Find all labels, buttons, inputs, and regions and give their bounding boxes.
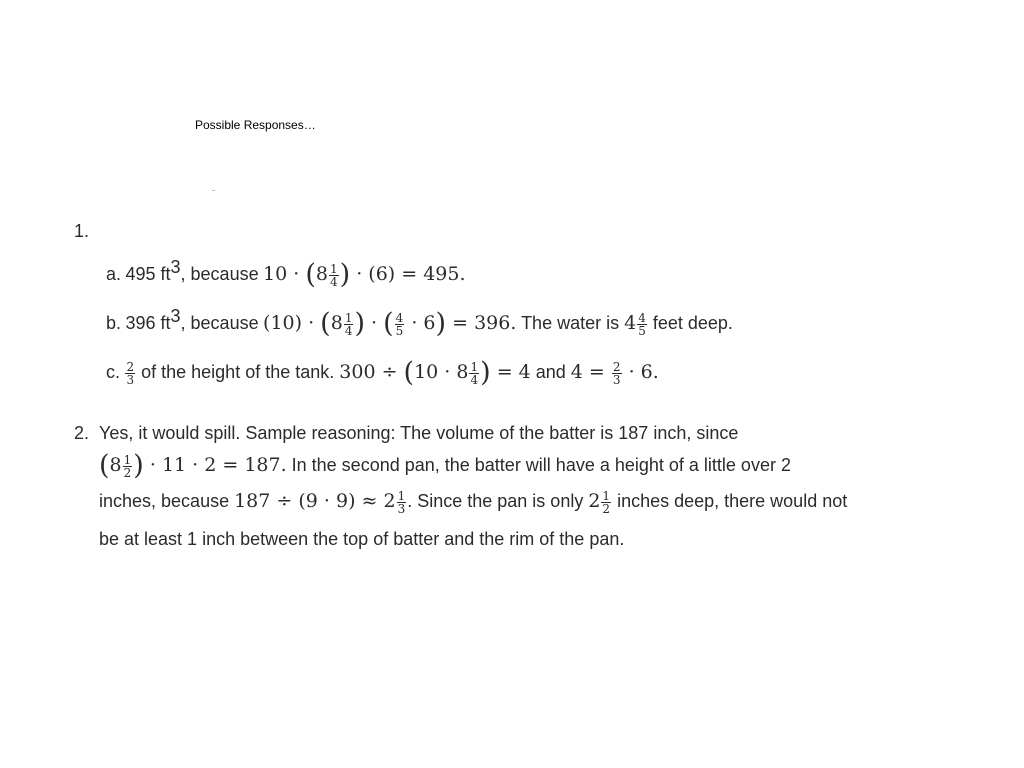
fraction-numerator: 1 xyxy=(470,360,479,375)
mixed-whole: 8 xyxy=(315,263,328,285)
mixed-whole: 8 xyxy=(330,312,343,334)
divider-mark xyxy=(212,190,215,191)
fraction-numerator: 2 xyxy=(612,360,621,375)
answer-1c-and: and xyxy=(530,362,571,382)
slide-title: Possible Responses… xyxy=(195,118,316,132)
answer-1c-text: of the height of the tank. xyxy=(136,362,340,382)
close-paren: ) xyxy=(354,308,365,339)
close-paren: ) xyxy=(480,357,491,388)
answer-1b-text: The water is xyxy=(516,313,625,333)
fraction-denominator: 4 xyxy=(344,324,353,339)
answer-1c-eq4: 4 = xyxy=(570,361,611,383)
answer-1b-volume: 396 ft xyxy=(125,313,171,333)
fraction xyxy=(344,312,354,337)
answer-1a-eq-end: · (6) = 495. xyxy=(350,263,466,285)
open-paren: ( xyxy=(383,308,394,339)
question-2-line-3a: inches, because xyxy=(99,491,235,511)
answer-1a-exponent: 3 xyxy=(170,257,181,277)
fraction xyxy=(125,361,135,386)
answer-1b xyxy=(106,306,733,339)
fraction-numerator: 1 xyxy=(602,489,611,504)
fraction-denominator: 2 xyxy=(602,502,611,517)
fraction xyxy=(612,361,622,386)
fraction-denominator: 3 xyxy=(397,502,406,517)
answer-1c-eq1: 300 ÷ xyxy=(339,361,404,383)
question-2-line-4: be at least 1 inch between the top of batter and the rim of the pan. xyxy=(99,529,625,549)
mixed-whole: 4 xyxy=(624,312,637,334)
question-2-line-3 xyxy=(99,489,847,515)
answer-1c xyxy=(106,357,659,388)
fraction-numerator: 4 xyxy=(638,311,646,326)
answer-1b-exponent: 3 xyxy=(170,306,181,326)
fraction-numerator: 1 xyxy=(329,262,338,277)
answer-1c-eq5: · 6. xyxy=(622,361,659,383)
fraction-denominator: 5 xyxy=(395,324,404,339)
fraction-denominator: 3 xyxy=(612,373,621,388)
fraction-numerator: 2 xyxy=(126,360,135,375)
answer-1b-because: , because xyxy=(180,313,259,333)
question-2-line-1: Yes, it would spill. Sample reasoning: The volume of the batter is 187 inch, since xyxy=(99,423,739,443)
answer-1b-eq3: = 396. xyxy=(446,312,517,334)
question-2-eq1: · 11 · 2 = 187. xyxy=(143,454,287,476)
open-paren: ( xyxy=(403,357,415,388)
answer-1b-tail: feet deep. xyxy=(647,313,733,333)
answer-1b-eq2: · 6 xyxy=(405,312,436,334)
fraction-denominator: 2 xyxy=(123,466,132,481)
close-paren: ) xyxy=(435,308,447,339)
fraction-denominator: 3 xyxy=(126,373,135,388)
fraction xyxy=(395,312,405,337)
fraction xyxy=(397,490,407,515)
fraction xyxy=(329,263,339,288)
answer-1c-eq2: 10 · 8 xyxy=(414,361,469,383)
question-2-line-3b: . Since the pan is only xyxy=(407,491,589,511)
fraction-numerator: 4 xyxy=(395,311,404,326)
question-2-eq2: 187 ÷ (9 · 9) ≈ 2 xyxy=(234,490,396,512)
open-paren: ( xyxy=(305,259,316,290)
open-paren: ( xyxy=(320,308,331,339)
fraction-denominator: 4 xyxy=(470,373,479,388)
fraction xyxy=(123,454,133,479)
answer-1b-eq1: (10) · xyxy=(263,312,321,334)
question-2-number: 2. xyxy=(74,423,90,443)
close-paren: ) xyxy=(133,450,144,481)
answer-1a-because: , because xyxy=(180,264,259,284)
mixed-whole: 8 xyxy=(109,454,122,476)
question-2-line-2-text: In the second pan, the batter will have a height of a little over 2 xyxy=(286,455,791,475)
fraction-numerator: 1 xyxy=(123,453,132,468)
close-paren: ) xyxy=(339,259,351,290)
question-2-line-3c: inches deep, there would not xyxy=(612,491,848,511)
open-paren: ( xyxy=(99,450,110,481)
fraction-denominator: 5 xyxy=(638,324,646,339)
mixed-whole: 2 xyxy=(588,490,601,512)
answer-1c-eq3: = 4 xyxy=(490,361,531,383)
fraction xyxy=(637,312,647,337)
answer-1b-label: b. xyxy=(106,313,122,333)
fraction xyxy=(601,490,611,515)
fraction-numerator: 1 xyxy=(344,311,353,326)
answer-1a xyxy=(106,257,466,290)
fraction-numerator: 1 xyxy=(397,489,406,504)
question-2-line-2 xyxy=(99,450,791,481)
answer-1a-eq-start: 10 · xyxy=(263,263,306,285)
answer-1a-label: a. xyxy=(106,264,122,284)
answer-1c-label: c. xyxy=(106,362,121,382)
question-1-number: 1. xyxy=(74,221,90,241)
fraction xyxy=(469,361,479,386)
answer-1b-dot: · xyxy=(365,312,384,334)
answer-1a-volume: 495 ft xyxy=(125,264,171,284)
fraction-denominator: 4 xyxy=(329,275,338,290)
